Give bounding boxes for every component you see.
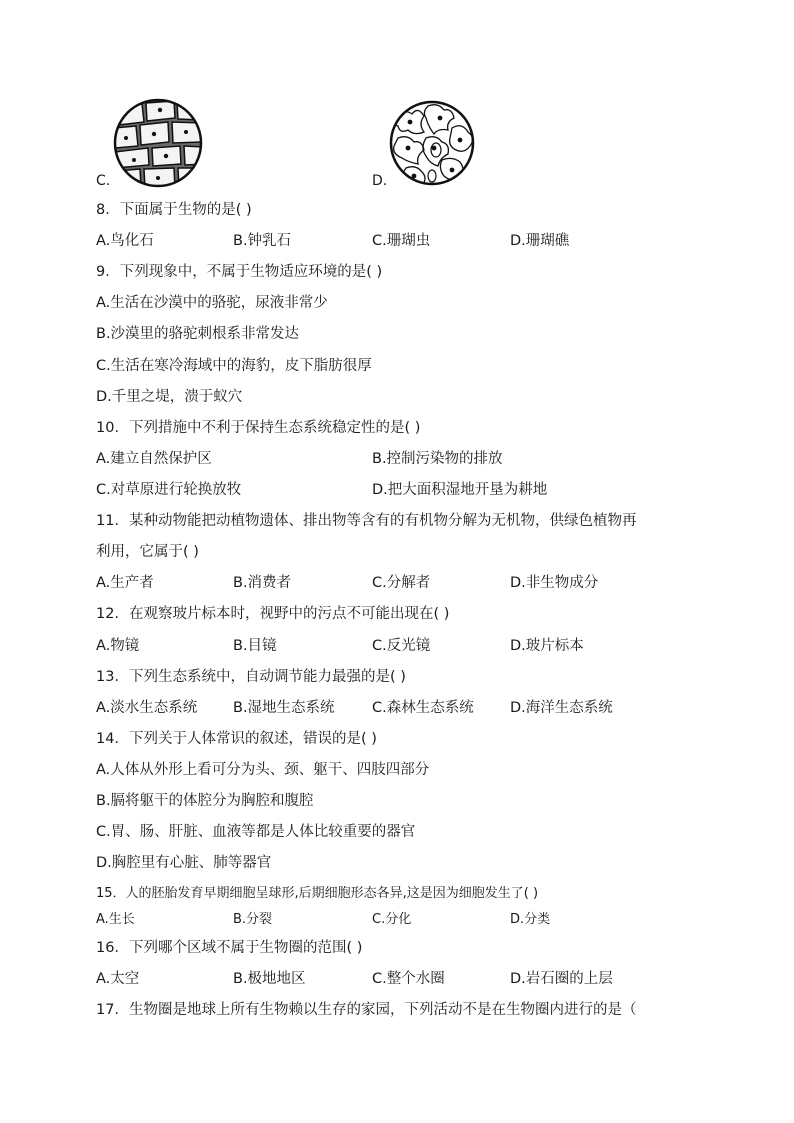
question-17-stem: 17．生物圈是地球上所有生物赖以生存的家园，下列活动不是在生物圈内进行的是（ bbox=[96, 1002, 637, 1018]
q13-option-d: D.海洋生态系统 bbox=[510, 700, 613, 716]
q11-option-d: D.非生物成分 bbox=[510, 575, 599, 591]
q12-option-b: B.目镜 bbox=[233, 638, 277, 654]
question-11-stem: 11．某种动物能把动植物遗体、排出物等含有的有机物分解为无机物，供绿色植物再 bbox=[96, 513, 637, 529]
question-8-stem: 8．下面属于生物的是( ) bbox=[96, 202, 252, 218]
q9-option-d: D.千里之堤，溃于蚁穴 bbox=[96, 389, 243, 405]
q12-option-d: D.玻片标本 bbox=[510, 638, 584, 654]
q10-option-a: A.建立自然保护区 bbox=[96, 451, 212, 467]
q8-option-c: C.珊瑚虫 bbox=[372, 233, 431, 249]
q14-option-b: B.膈将躯干的体腔分为胸腔和腹腔 bbox=[96, 793, 314, 809]
q12-option-a: A.物镜 bbox=[96, 638, 140, 654]
q9-option-b: B.沙漠里的骆驼刺根系非常发达 bbox=[96, 326, 300, 342]
question-11-stem-cont: 利用，它属于( ) bbox=[96, 544, 199, 560]
q10-option-c: C.对草原进行轮换放牧 bbox=[96, 482, 242, 498]
onion-epidermis-cells-icon bbox=[112, 98, 204, 188]
q11-option-b: B.消费者 bbox=[233, 575, 292, 591]
q14-option-c: C.胃、肠、肝脏、血液等都是人体比较重要的器官 bbox=[96, 824, 416, 840]
q13-option-c: C.森林生态系统 bbox=[372, 700, 474, 716]
question-13-stem: 13．下列生态系统中，自动调节能力最强的是( ) bbox=[96, 669, 406, 685]
q8-option-d: D.珊瑚礁 bbox=[510, 233, 570, 249]
q15-option-a: A.生长 bbox=[96, 912, 135, 927]
q10-option-d: D.把大面积湿地开垦为耕地 bbox=[372, 482, 548, 498]
question-14-stem: 14．下列关于人体常识的叙述，错误的是( ) bbox=[96, 731, 377, 747]
question-15-stem: 15．人的胚胎发育早期细胞呈球形,后期细胞形态各异,这是因为细胞发生了( ) bbox=[96, 886, 539, 901]
q13-option-a: A.淡水生态系统 bbox=[96, 700, 198, 716]
q8-option-b: B.钟乳石 bbox=[233, 233, 292, 249]
q16-option-d: D.岩石圈的上层 bbox=[510, 971, 613, 987]
figure-d-label: D. bbox=[372, 173, 388, 189]
q10-option-b: B.控制污染物的排放 bbox=[372, 451, 503, 467]
q8-option-a: A.鸟化石 bbox=[96, 233, 154, 249]
q14-option-d: D.胸腔里有心脏、肺等器官 bbox=[96, 855, 272, 871]
q16-option-b: B.极地地区 bbox=[233, 971, 306, 987]
q15-option-b: B.分裂 bbox=[233, 912, 273, 927]
q14-option-a: A.人体从外形上看可分为头、颈、躯干、四肢四部分 bbox=[96, 762, 430, 778]
question-12-stem: 12．在观察玻片标本时，视野中的污点不可能出现在( ) bbox=[96, 606, 450, 622]
question-16-stem: 16．下列哪个区域不属于生物圈的范围( ) bbox=[96, 940, 363, 956]
q12-option-c: C.反光镜 bbox=[372, 638, 431, 654]
question-10-stem: 10．下列措施中不利于保持生态系统稳定性的是( ) bbox=[96, 420, 421, 436]
figure-c-label: C. bbox=[96, 173, 111, 189]
q16-option-a: A.太空 bbox=[96, 971, 140, 987]
q15-option-d: D.分类 bbox=[510, 912, 551, 927]
q16-option-c: C.整个水圈 bbox=[372, 971, 445, 987]
q11-option-c: C.分解者 bbox=[372, 575, 431, 591]
q13-option-b: B.湿地生态系统 bbox=[233, 700, 335, 716]
q15-option-c: C.分化 bbox=[372, 912, 412, 927]
question-9-stem: 9．下列现象中，不属于生物适应环境的是( ) bbox=[96, 264, 383, 280]
q9-option-c: C.生活在寒冷海域中的海豹，皮下脂肪很厚 bbox=[96, 358, 372, 374]
q9-option-a: A.生活在沙漠中的骆驼，尿液非常少 bbox=[96, 295, 328, 311]
human-oral-epithelial-cells-icon bbox=[388, 98, 476, 188]
q11-option-a: A.生产者 bbox=[96, 575, 154, 591]
